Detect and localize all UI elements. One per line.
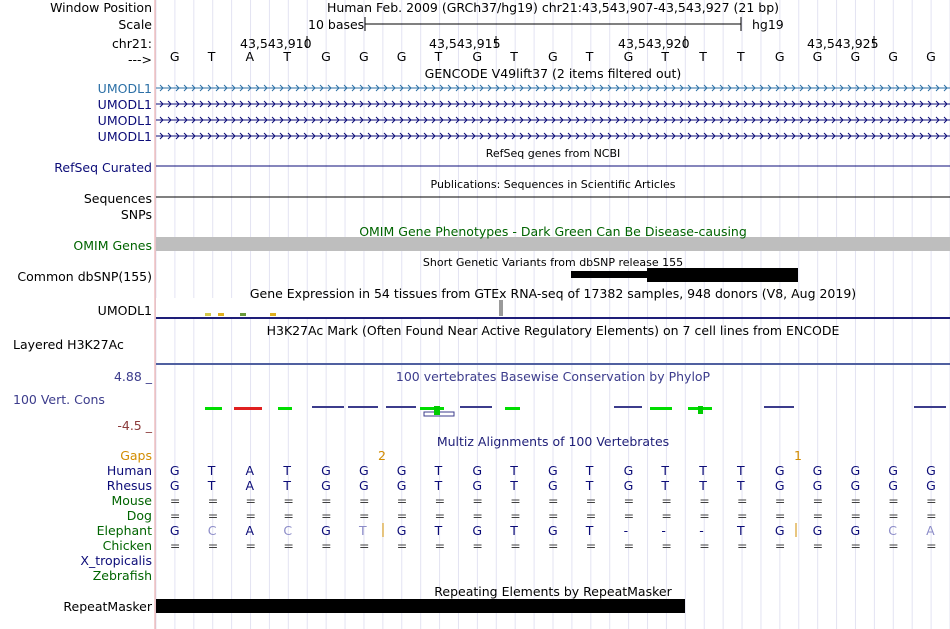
gtex-bar (240, 313, 246, 316)
alignment-base: G (548, 463, 558, 478)
alignment-base: T (737, 478, 745, 493)
alignment-base: A (926, 523, 935, 538)
base-letter: G (623, 49, 634, 64)
alignment-base: = (661, 493, 672, 508)
base-letter: G (812, 49, 823, 64)
alignment-base: = (510, 508, 521, 523)
gap-count-mark: 2 (378, 448, 386, 463)
scale-label: Scale (118, 17, 152, 32)
alignment-base: = (169, 508, 181, 523)
phylop-bar (205, 407, 222, 410)
alignment-base: G (169, 523, 180, 538)
alignment-base: T (699, 478, 707, 493)
alignment-base: = (585, 493, 597, 508)
alignment-base: C (283, 523, 293, 538)
gencode-item-label[interactable]: UMODL1 (97, 129, 152, 144)
alignment-base: G (472, 463, 483, 478)
alignment-base: = (585, 508, 597, 523)
species-label-x-tropicalis[interactable]: X_tropicalis (80, 553, 152, 568)
alignment-base: = (926, 508, 937, 523)
alignment-base: T (585, 523, 594, 538)
alignment-base: = (396, 493, 408, 508)
alignment-base: = (321, 508, 332, 523)
alignment-base: G (396, 523, 407, 538)
alignment-base: G (623, 478, 634, 493)
alignment-base: = (396, 538, 408, 553)
coord-tick-label: 43,543,915 (429, 36, 501, 51)
species-label-rhesus[interactable]: Rhesus (106, 478, 152, 493)
alignment-base: = (283, 493, 294, 508)
alignment-base: G (321, 523, 331, 538)
base-letter: T (510, 49, 518, 64)
alignment-base: = (283, 538, 294, 553)
alignment-base: = (358, 493, 370, 508)
alignment-base: G (321, 478, 331, 493)
phylop-track-label[interactable]: 100 Vert. Cons (13, 392, 105, 407)
phylop-max-label: 4.88 _ (113, 369, 152, 384)
alignment-base: = (623, 493, 635, 508)
repeatmasker-track-title: Repeating Elements by RepeatMasker (434, 584, 672, 599)
alignment-base: = (396, 508, 408, 523)
alignment-base: T (585, 463, 594, 478)
alignment-base: = (850, 508, 861, 523)
alignment-base: = (434, 493, 446, 508)
alignment-base: T (699, 463, 707, 478)
species-label-zebrafish[interactable]: Zebrafish (92, 568, 152, 583)
strand-label: ---> (127, 52, 152, 67)
base-letter: T (585, 49, 594, 64)
phylop-bar (650, 407, 672, 410)
base-letter: G (472, 49, 483, 64)
alignment-base: G (774, 478, 785, 493)
gencode-item-label[interactable]: UMODL1 (97, 97, 152, 112)
alignment-base: = (207, 538, 219, 553)
phylop-track-title: 100 vertebrates Basewise Conservation by PhyloP (395, 369, 711, 384)
alignment-base: = (548, 538, 559, 553)
window-position-text: Human Feb. 2009 (GRCh37/hg19) chr21:43,543,907-43,543,927 (21 bp) (326, 0, 780, 15)
alignment-base: G (169, 478, 180, 493)
phylop-bar (278, 407, 292, 410)
h3k27ac-track-title: H3K27Ac Mark (Often Found Near Active Regulatory Elements) on 7 cell lines from ENCODE (266, 323, 840, 338)
alignment-base: = (169, 538, 181, 553)
snps-label[interactable]: SNPs (120, 207, 152, 222)
alignment-base: = (737, 538, 748, 553)
alignment-base: G (774, 463, 785, 478)
phylop-bar (505, 407, 520, 410)
alignment-base: G (812, 463, 823, 478)
publications-track-label[interactable]: Sequences (83, 191, 152, 206)
gtex-bar (270, 313, 276, 316)
omim-feature-bar (156, 237, 950, 251)
alignment-base: = (888, 538, 899, 553)
alignment-base: = (321, 538, 332, 553)
gtex-bar (205, 313, 211, 316)
base-letter: G (774, 49, 785, 64)
alignment-base: A (245, 463, 255, 478)
alignment-base: - (661, 523, 666, 538)
alignment-base: = (169, 493, 181, 508)
alignment-base: T (510, 478, 518, 493)
phylop-bar (234, 407, 262, 410)
alignment-base: G (396, 478, 407, 493)
repeatmasker-track-label[interactable]: RepeatMasker (63, 599, 152, 614)
gtex-track-title: Gene Expression in 54 tissues from GTEx RNA-seq of 17382 samples, 948 donors (V8, Aug 2019) (249, 286, 857, 301)
coord-tick-label: 43,543,925 (807, 36, 879, 51)
base-letter: T (699, 49, 707, 64)
h3k27ac-track-label[interactable]: Layered H3K27Ac (13, 337, 124, 352)
dbsnp-feature (571, 271, 648, 278)
alignment-base: G (472, 478, 483, 493)
alignment-base: = (888, 493, 899, 508)
alignment-base: G (850, 478, 861, 493)
alignment-base: T (283, 478, 291, 493)
alignment-base: = (774, 493, 786, 508)
base-letter: G (888, 49, 898, 64)
base-letter: G (396, 49, 407, 64)
alignment-base: - (699, 523, 704, 538)
alignment-base: T (434, 463, 443, 478)
alignment-base: = (245, 508, 256, 523)
alignment-base: T (434, 478, 443, 493)
publications-track-title: Publications: Sequences in Scientific Articles (430, 178, 676, 191)
alignment-base: G (548, 523, 558, 538)
base-letter: G (548, 49, 558, 64)
alignment-base: = (472, 538, 483, 553)
base-letter: T (207, 49, 216, 64)
alignment-base: = (472, 493, 483, 508)
species-label-dog[interactable]: Dog (126, 508, 152, 523)
alignment-base: = (774, 538, 786, 553)
alignment-base: = (812, 493, 824, 508)
phylop-bar (420, 407, 444, 410)
alignment-base: T (585, 478, 594, 493)
dbsnp-track-label[interactable]: Common dbSNP(155) (17, 269, 152, 284)
alignment-base: = (548, 493, 559, 508)
alignment-base: G (169, 463, 180, 478)
coord-tick-label: 43,543,910 (240, 36, 312, 51)
alignment-base: = (472, 508, 483, 523)
alignment-base: T (207, 463, 216, 478)
alignment-base: A (245, 523, 255, 538)
alignment-base: = (548, 508, 559, 523)
dbsnp-feature (647, 268, 798, 282)
gencode-item-label[interactable]: UMODL1 (97, 113, 152, 128)
alignment-base: = (358, 538, 370, 553)
base-letter: T (283, 49, 291, 64)
base-letter: G (926, 49, 936, 64)
gtex-bar (499, 300, 503, 316)
alignment-base: T (737, 463, 745, 478)
gencode-track-title: GENCODE V49lift37 (2 items filtered out) (424, 66, 682, 81)
alignment-base: G (548, 478, 558, 493)
gencode-item-label[interactable]: UMODL1 (97, 81, 152, 96)
phylop-bar (434, 406, 440, 415)
alignment-base: = (699, 508, 710, 523)
alignment-base: = (926, 493, 937, 508)
alignment-base: G (321, 463, 331, 478)
alignment-base: = (623, 508, 635, 523)
base-letter: T (737, 49, 745, 64)
alignment-base: G (888, 478, 898, 493)
base-letter: A (245, 49, 255, 64)
gtex-track-label[interactable]: UMODL1 (97, 303, 152, 318)
alignment-base: = (737, 508, 748, 523)
alignment-base: G (396, 463, 407, 478)
alignment-base: = (510, 538, 521, 553)
alignment-base: T (434, 523, 443, 538)
coord-tick-label: 43,543,920 (618, 36, 690, 51)
base-letter: T (661, 49, 670, 64)
alignment-base: G (623, 463, 634, 478)
alignment-base: C (888, 523, 898, 538)
alignment-base: G (358, 478, 369, 493)
species-label-elephant[interactable]: Elephant (96, 523, 152, 538)
base-letter: G (321, 49, 331, 64)
alignment-base: = (510, 493, 521, 508)
assembly-name: hg19 (752, 17, 784, 32)
alignment-base: = (245, 493, 256, 508)
alignment-base: G (358, 463, 369, 478)
alignment-base: = (283, 508, 294, 523)
window-position-label: Window Position (50, 0, 152, 15)
alignment-base: G (888, 463, 898, 478)
alignment-base: T (283, 463, 291, 478)
alignment-base: = (737, 493, 748, 508)
refseq-track-label[interactable]: RefSeq Curated (54, 160, 152, 175)
gaps-label[interactable]: Gaps (120, 448, 152, 463)
alignment-base: = (434, 538, 446, 553)
alignment-base: = (207, 508, 219, 523)
alignment-base: T (510, 463, 518, 478)
alignment-base: = (358, 508, 370, 523)
alignment-base: G (850, 463, 861, 478)
refseq-track-title: RefSeq genes from NCBI (485, 147, 621, 160)
alignment-base: = (850, 493, 861, 508)
species-label-human[interactable]: Human (106, 463, 152, 478)
alignment-base: = (888, 508, 899, 523)
dbsnp-track-title: Short Genetic Variants from dbSNP release 155 (422, 256, 684, 269)
alignment-base: G (850, 523, 861, 538)
multiz-track-title: Multiz Alignments of 100 Vertebrates (436, 434, 670, 449)
scale-text: 10 bases (308, 17, 365, 32)
alignment-base: = (623, 538, 635, 553)
alignment-base: T (207, 478, 216, 493)
alignment-base: A (245, 478, 255, 493)
base-letter: G (850, 49, 861, 64)
alignment-base: = (661, 508, 672, 523)
alignment-base: G (926, 463, 936, 478)
alignment-base: = (774, 508, 786, 523)
alignment-base: = (585, 538, 597, 553)
alignment-base: G (812, 478, 823, 493)
species-label-chicken[interactable]: Chicken (102, 538, 152, 553)
base-letter: T (434, 49, 443, 64)
alignment-base: = (661, 538, 672, 553)
phylop-min-label: -4.5 _ (117, 418, 152, 433)
alignment-base: G (812, 523, 823, 538)
gtex-bar (218, 313, 224, 316)
alignment-base: T (510, 523, 518, 538)
alignment-base: G (926, 478, 936, 493)
alignment-base: = (850, 538, 861, 553)
repeatmasker-feature (156, 599, 685, 613)
alignment-base: = (699, 538, 710, 553)
alignment-base: - (623, 523, 629, 538)
alignment-base: = (434, 508, 446, 523)
omim-track-title: OMIM Gene Phenotypes - Dark Green Can Be Disease-causing (359, 224, 747, 239)
alignment-base: = (812, 508, 824, 523)
alignment-base: T (737, 523, 745, 538)
alignment-base: T (661, 463, 670, 478)
phylop-bar (698, 406, 703, 414)
chrom-label: chr21: (111, 36, 152, 51)
alignment-base: C (207, 523, 217, 538)
alignment-base: = (699, 493, 710, 508)
alignment-base: T (661, 478, 670, 493)
alignment-base: G (472, 523, 483, 538)
alignment-base: = (926, 538, 937, 553)
base-letter: G (358, 49, 369, 64)
alignment-base: T (358, 523, 367, 538)
alignment-base: G (774, 523, 785, 538)
alignment-base: = (812, 538, 824, 553)
alignment-base: = (207, 493, 219, 508)
alignment-base: = (245, 538, 256, 553)
gap-count-mark: 1 (794, 448, 802, 463)
base-letter: G (169, 49, 180, 64)
alignment-base: = (321, 493, 332, 508)
species-label-mouse[interactable]: Mouse (111, 493, 152, 508)
omim-track-label[interactable]: OMIM Genes (73, 238, 152, 253)
